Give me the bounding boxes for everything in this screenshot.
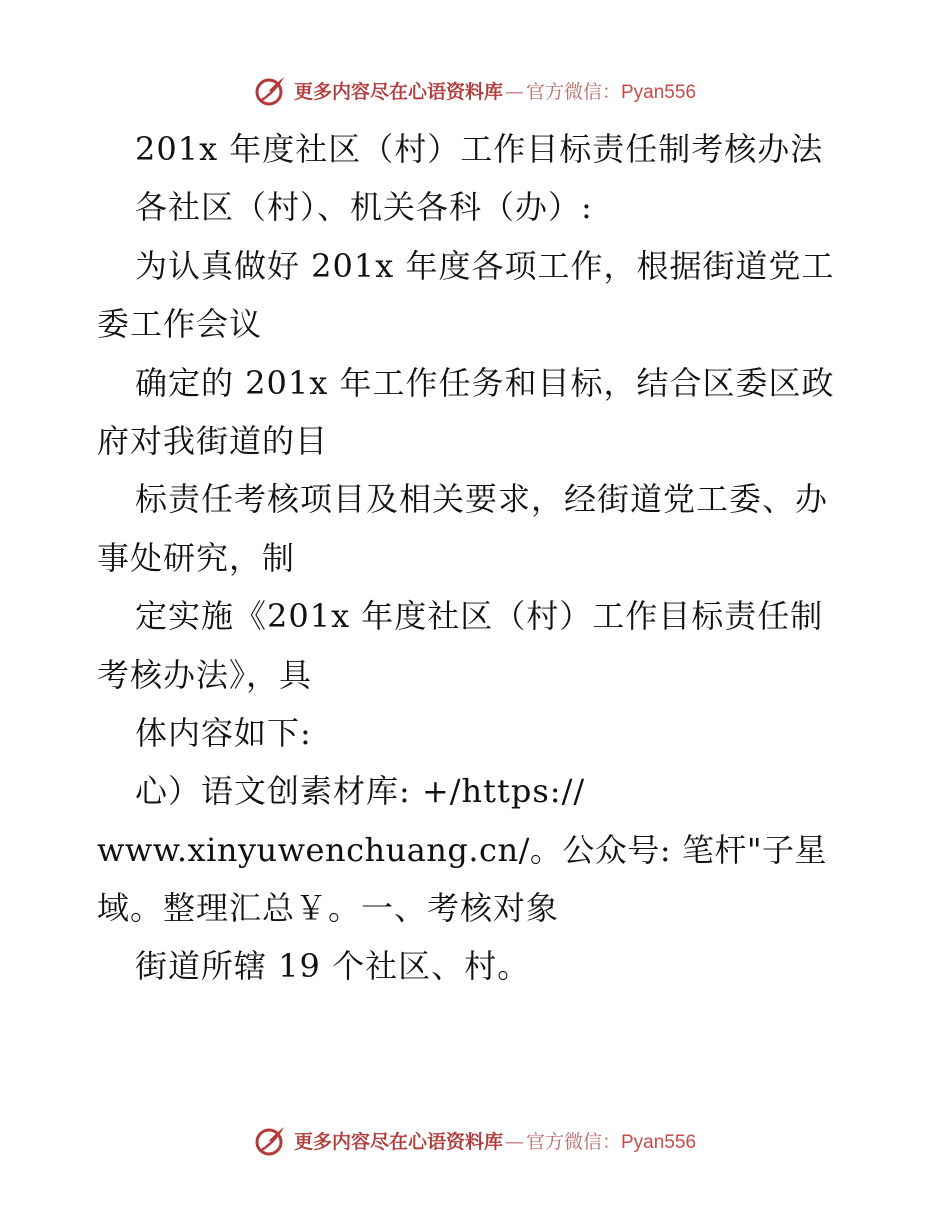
header-wechat-label: 官方微信： [525,80,621,103]
paragraph-line: 府对我街道的目 [97,421,329,460]
paragraph-line: 为认真做好 201x 年度各项工作，根据街道党工 [135,246,835,285]
header-text [294,77,696,104]
paragraph-line: 委工作会议 [97,305,263,344]
footer-wechat-id: Pyan556 [621,1131,697,1153]
footer-main-text: 更多内容尽在心语资料库 [293,1130,503,1153]
header-wechat-id: Pyan556 [621,81,697,103]
document-body [97,120,857,996]
paragraph-line: 定实施《201x 年度社区（村）工作目标责任制 [135,597,824,636]
header-main-text: 更多内容尽在心语资料库 [293,80,503,103]
footer-dash: — [504,1130,524,1153]
paragraph-line: 标责任考核项目及相关要求，经街道党工委、办 [135,480,829,519]
header-dash: — [504,80,524,103]
header-banner [0,70,950,110]
footer-text [294,1127,696,1154]
document-title: 201x 年度社区（村）工作目标责任制考核办法 [135,130,824,168]
website-line: www.xinyuwenchuang.cn/。公众号: 笔杆"子星 [97,830,828,869]
paragraph-line: 确定的 201x 年工作任务和目标，结合区委区政 [135,363,835,402]
section-heading-line: 域。整理汇总￥。一、考核对象 [97,889,560,928]
quill-logo-icon [254,73,288,107]
footer-banner [0,1120,950,1160]
footer-wechat-label: 官方微信： [525,1130,621,1153]
watermark-line: 心）语文创素材库: +/https:// [135,772,586,811]
paragraph-line: 街道所辖 19 个社区、村。 [135,947,531,986]
paragraph-line: 考核办法》，具 [97,655,313,694]
quill-logo-icon [254,1123,288,1157]
paragraph-line: 体内容如下: [135,713,312,752]
salutation-line: 各社区（村）、机关各科（办）: [135,188,593,227]
paragraph-line: 事处研究，制 [97,538,296,577]
